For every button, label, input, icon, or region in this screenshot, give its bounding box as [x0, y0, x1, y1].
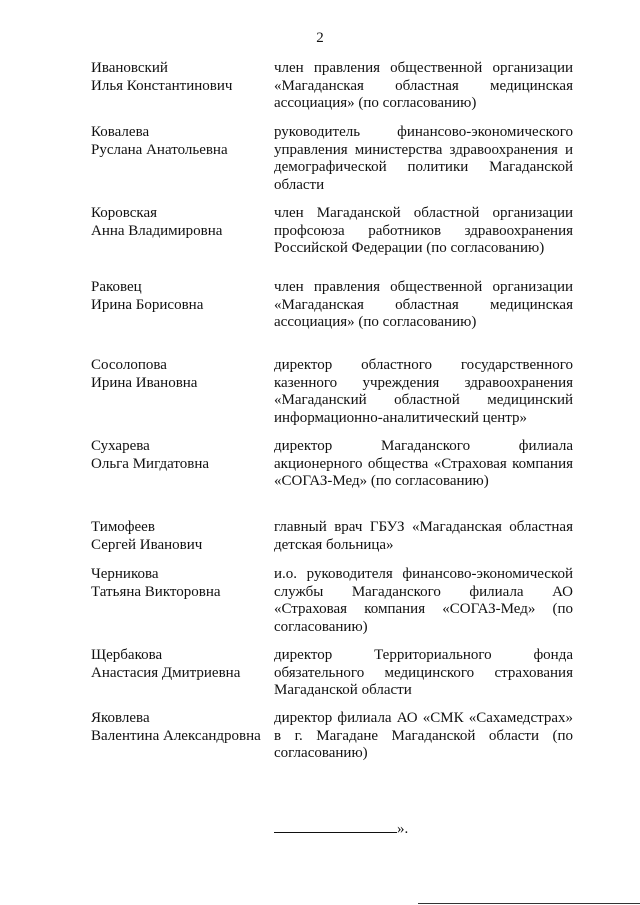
page-number: 2 — [316, 30, 324, 46]
member-surname: Сухарева — [91, 438, 150, 454]
member-name — [91, 60, 271, 95]
member-given-names: Валентина Александровна — [91, 727, 261, 744]
member-role: член Магаданской областной организации профсоюза работников здравоохранения Российской Федерации (по согласованию) — [274, 205, 573, 256]
member-role: главный врач ГБУЗ «Магаданская областная детская больница» — [274, 519, 573, 553]
member-given-names: Ирина Ивановна — [91, 374, 198, 391]
member-surname: Тимофеев — [91, 519, 155, 535]
member-given-names: Руслана Анатольевна — [91, 141, 228, 158]
member-name — [91, 357, 271, 392]
member-name — [91, 710, 271, 745]
member-surname: Сосолопова — [91, 357, 167, 373]
member-surname: Ковалева — [91, 124, 150, 140]
member-name — [91, 438, 271, 473]
member-role: руководитель финансово-экономического управления министерства здравоохранения и демографической политики Магаданской области — [274, 124, 573, 193]
member-name — [91, 279, 271, 314]
member-name — [91, 647, 271, 682]
member-given-names: Ольга Мигдатовна — [91, 455, 210, 472]
member-surname: Раковец — [91, 279, 142, 295]
member-role: директор областного государственного казенного учреждения здравоохранения «Магаданский областной медицинский информационно-аналитический центр» — [274, 357, 573, 426]
member-given-names: Анна Владимировна — [91, 222, 223, 239]
member-name — [91, 205, 271, 240]
member-role: член правления общественной организации «Магаданская областная медицинская ассоциация» (по согласованию) — [274, 279, 573, 330]
signature-rule — [274, 820, 397, 833]
member-name — [91, 566, 271, 601]
member-name — [91, 124, 271, 159]
member-role: член правления общественной организации «Магаданская областная медицинская ассоциация» (по согласованию) — [274, 60, 573, 111]
closing-quote-mark: ». — [397, 821, 409, 837]
member-surname: Яковлева — [91, 710, 150, 726]
member-given-names: Илья Константинович — [91, 77, 233, 94]
member-surname: Ивановский — [91, 60, 168, 76]
closing-line — [274, 820, 408, 838]
member-surname: Щербакова — [91, 647, 163, 663]
member-role: директор филиала АО «СМК «Сахамедстрах» в г. Магадане Магаданской области (по согласованию) — [274, 710, 573, 761]
member-role: и.о. руководителя финансово-экономической службы Магаданского филиала АО «Страховая компания «СОГАЗ-Мед» (по согласованию) — [274, 566, 573, 635]
member-role: директор Магаданского филиала акционерного общества «Страховая компания «СОГАЗ-Мед» (по согласованию) — [274, 438, 573, 489]
member-given-names: Сергей Иванович — [91, 536, 203, 553]
page-edge-rule — [418, 903, 640, 904]
member-given-names: Татьяна Викторовна — [91, 583, 221, 600]
member-given-names: Анастасия Дмитриевна — [91, 664, 241, 681]
member-given-names: Ирина Борисовна — [91, 296, 204, 313]
member-name — [91, 519, 271, 554]
member-surname: Черникова — [91, 566, 159, 582]
member-surname: Коровская — [91, 205, 158, 221]
member-role: директор Территориального фонда обязательного медицинского страхования Магаданской области — [274, 647, 573, 698]
